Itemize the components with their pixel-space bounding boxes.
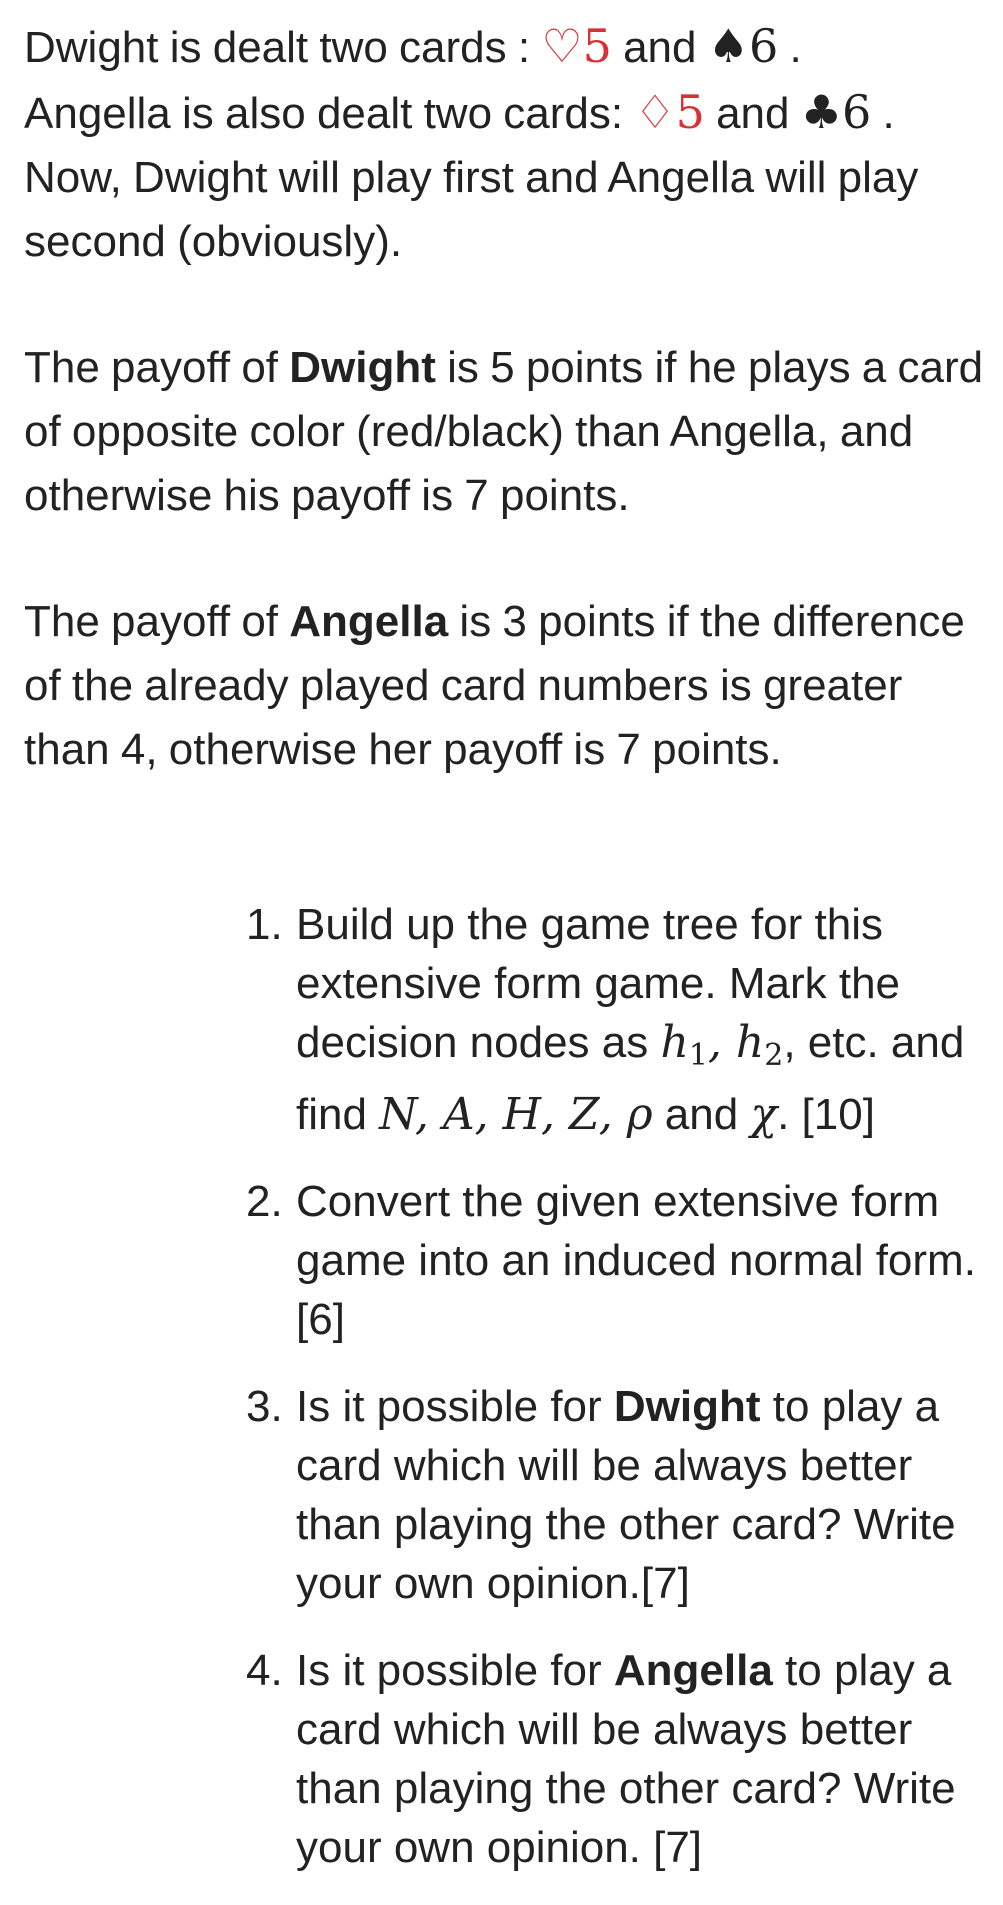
angella-card-diamond-5: ♢5 xyxy=(634,85,705,139)
h-letter: h xyxy=(660,1017,689,1068)
question-4-angella-bold: Angella xyxy=(613,1646,773,1695)
question-item xyxy=(246,1172,986,1349)
dwight-payoff-pre: The payoff of xyxy=(24,343,290,392)
question-3-post: to play a card which will be always better than playing the other card? Write your own opinion.[7] xyxy=(296,1382,956,1608)
question-1-text-b: , etc. and find xyxy=(296,1018,965,1139)
h-letter: h xyxy=(735,1017,765,1068)
question-3-dwight-bold: Dwight xyxy=(613,1382,761,1431)
subscript-1: 1 xyxy=(688,1038,708,1073)
intro-paragraph xyxy=(24,14,984,274)
question-1-marks: . [10] xyxy=(777,1090,875,1139)
question-4-post: to play a card which will be always better than playing the other card? Write your own opinion. [7] xyxy=(296,1646,956,1872)
question-number: 2. xyxy=(246,1177,283,1226)
h1-symbol xyxy=(660,1017,708,1073)
dwight-card-heart-5: ♡5 xyxy=(541,19,612,73)
intro-line-3-text: Now, Dwight will play first and Angella will play second (obviously). xyxy=(24,153,919,266)
math-comma: , xyxy=(707,1017,736,1068)
question-item xyxy=(246,1641,986,1877)
intro-and-2: and xyxy=(704,89,801,138)
question-4-pre: Is it possible for xyxy=(296,1646,614,1695)
angella-payoff-paragraph xyxy=(24,590,984,782)
game-components-symbols: N, A, H, Z, ρ xyxy=(379,1089,653,1140)
question-number: 1. xyxy=(246,900,283,949)
angella-card-club-6: ♣6 xyxy=(800,85,872,139)
dwight-payoff-post: is 5 points if he plays a card of opposite color (red/black) than Angella, and otherwise his payoff is 7 points. xyxy=(24,343,984,520)
subscript-2: 2 xyxy=(764,1038,784,1073)
dwight-payoff-paragraph xyxy=(24,336,984,528)
question-2-text: Convert the given extensive form game into an induced normal form. [6] xyxy=(296,1177,976,1344)
problem-statement xyxy=(24,14,984,782)
angella-payoff-pre: The payoff of xyxy=(24,597,290,646)
intro-line-1-text: Dwight is dealt two cards : xyxy=(24,23,542,72)
dwight-card-spade-6: ♠6 xyxy=(707,19,779,73)
question-item xyxy=(246,1377,986,1613)
angella-name-bold: Angella xyxy=(289,597,449,646)
intro-line-2-text: Angella is also dealt two cards: xyxy=(24,89,635,138)
intro-and-1: and xyxy=(611,23,708,72)
question-number: 4. xyxy=(246,1646,283,1695)
question-item xyxy=(246,895,986,1144)
intro-period-1: . xyxy=(778,23,802,72)
dwight-name-bold: Dwight xyxy=(289,343,436,392)
h2-symbol xyxy=(735,1017,784,1073)
question-3-pre: Is it possible for xyxy=(296,1382,614,1431)
angella-payoff-post: is 3 points if the difference of the already played card numbers is greater than 4, otherwise her payoff is 7 points. xyxy=(24,597,965,774)
question-number: 3. xyxy=(246,1382,283,1431)
question-list xyxy=(246,895,986,1905)
question-1-and: and xyxy=(652,1090,751,1139)
question-1-text-a: Build up the game tree for this extensive form game. Mark the decision nodes as xyxy=(296,900,901,1067)
intro-period-2: . xyxy=(871,89,895,138)
chi-symbol: χ xyxy=(750,1089,778,1140)
